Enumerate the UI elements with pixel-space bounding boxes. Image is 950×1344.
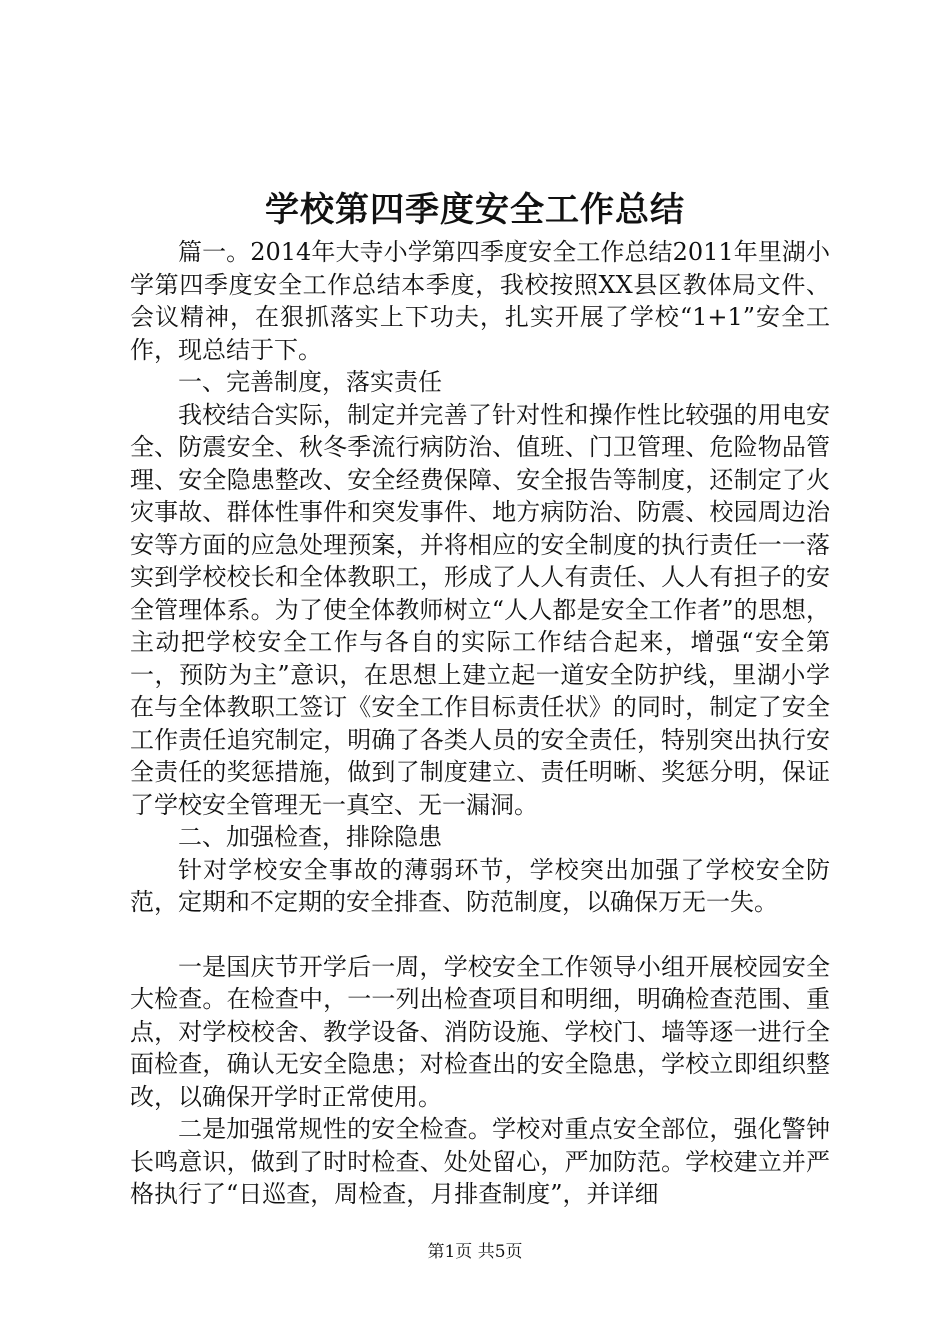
paragraph-item-2: 二是加强常规性的安全检查。学校对重点安全部位，强化警钟长鸣意识，做到了时时检查、处处留心，严加防范。学校建立并严格执行了“日巡查，周检查，月排查制度”，并详细 <box>130 1115 830 1208</box>
paragraph-section-1: 我校结合实际，制定并完善了针对性和操作性比较强的用电安全、防震安全、秋冬季流行病防治、值班、门卫管理、危险物品管理、安全隐患整改、安全经费保障、安全报告等制度，还制定了火灾事故、群体性事件和突发事件、地方病防治、防震、校园周边治安等方面的应急处理预案，并将相应的安全制度的执行责任一一落实到学校校长和全体教职工，形成了人人有责任、人人有担子的安全管理体系。为了使全体教师树立“人人都是安全工作者”的思想，主动把学校安全工作与各自的实际工作结合起来，增强“安全第一，预防为主”意识，在思想上建立起一道安全防护线，里湖小学在与全体教职工签订《安全工作目标责任状》的同时，制定了安全工作责任追究制定，明确了各类人员的安全责任，特别突出执行安全责任的奖惩措施，做到了制度建立、责任明晰、奖惩分明，保证了学校安全管理无一真空、无一漏洞。 <box>130 400 830 819</box>
section-heading-2: 二、加强检查，排除隐患 <box>178 823 442 851</box>
section-heading-1: 一、完善制度，落实责任 <box>178 368 442 396</box>
document-body <box>130 236 830 1211</box>
page-title: 学校第四季度安全工作总结 <box>265 190 685 230</box>
paragraph-section-2-intro: 针对学校安全事故的薄弱环节，学校突出加强了学校安全防范，定期和不定期的安全排查、防范制度，以确保万无一失。 <box>130 855 830 916</box>
paragraph-intro: 篇一。2014年大寺小学第四季度安全工作总结2011年里湖小学第四季度安全工作总结本季度，我校按照XX县区教体局文件、会议精神，在狠抓落实上下功夫，扎实开展了学校“1+1”安全工作，现总结于下。 <box>130 238 830 364</box>
paragraph-item-1: 一是国庆节开学后一周，学校安全工作领导小组开展校园安全大检查。在检查中，一一列出检查项目和明细，明确检查范围、重点，对学校校舍、教学设备、消防设施、学校门、墙等逐一进行全面检查，确认无安全隐患；对检查出的安全隐患，学校立即组织整改，以确保开学时正常使用。 <box>130 952 830 1111</box>
page-footer: 第1页 共5页 <box>427 1242 523 1262</box>
